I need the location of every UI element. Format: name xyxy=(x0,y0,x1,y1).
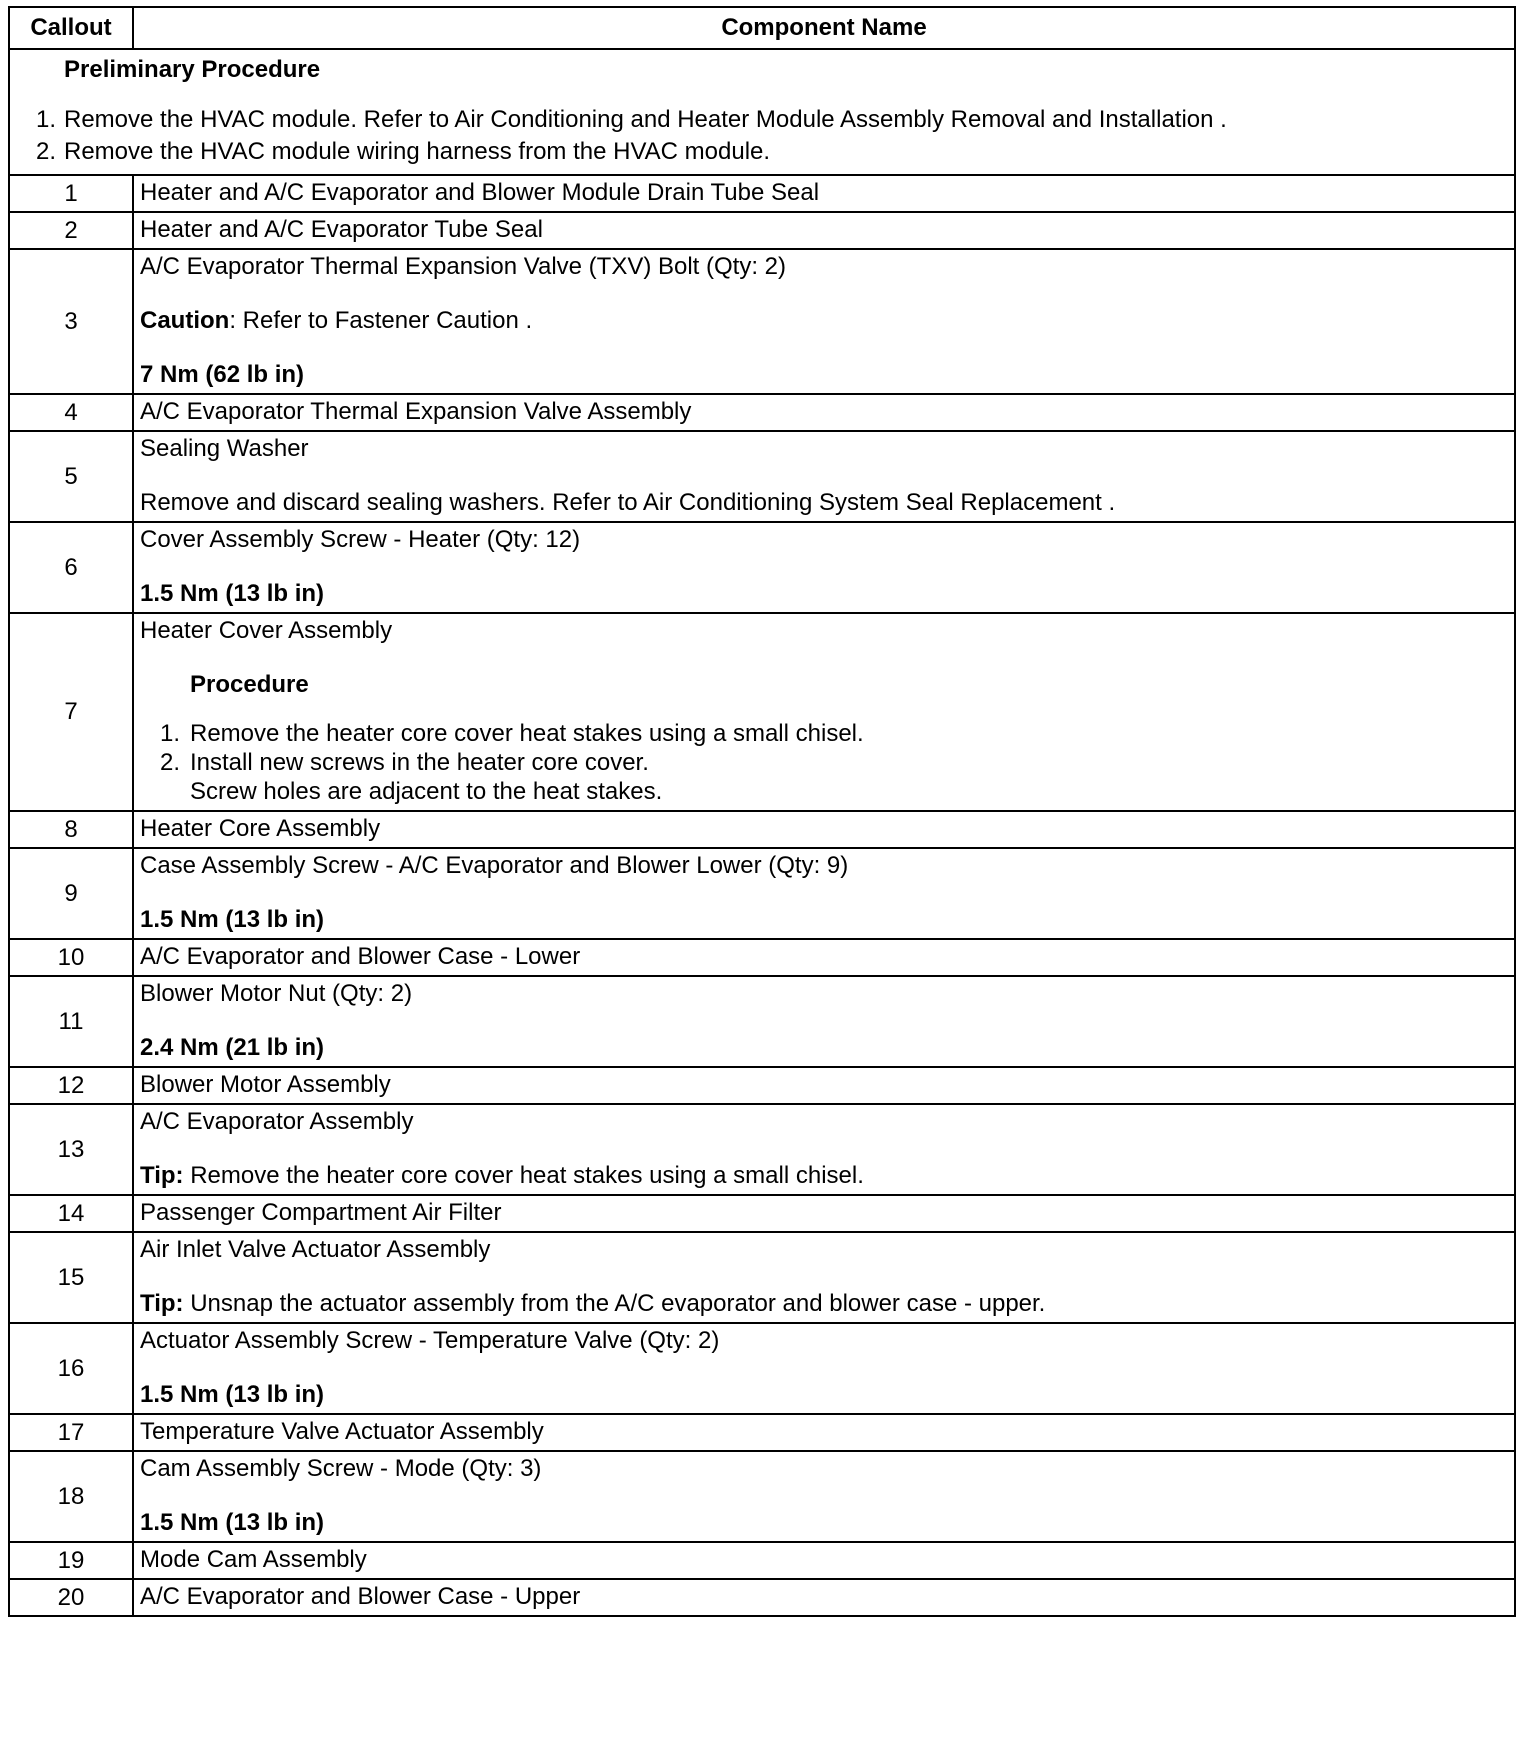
callout-number: 5 xyxy=(9,431,133,522)
table-row xyxy=(9,175,1515,212)
component-name: Heater Core Assembly xyxy=(133,811,1515,848)
procedure-block xyxy=(140,671,1506,806)
torque-spec: 1.5 Nm (13 lb in) xyxy=(140,1381,325,1408)
component-name: Blower Motor Assembly xyxy=(133,1067,1515,1104)
tip-label: Tip: xyxy=(140,1162,184,1189)
table-row xyxy=(9,811,1515,848)
procedure-title: Procedure xyxy=(190,671,309,698)
component-name-column-header: Component Name xyxy=(133,7,1515,49)
torque-spec: 1.5 Nm (13 lb in) xyxy=(140,580,325,607)
callout-number: 6 xyxy=(9,522,133,613)
table-row xyxy=(9,1542,1515,1579)
list-item: 2. Install new screws in the heater core cover. Screw holes are adjacent to the heat stakes. xyxy=(159,749,663,805)
list-item: 1. Remove the HVAC module. Refer to Air Conditioning and Heater Module Assembly Removal and Installation . xyxy=(35,106,1227,133)
list-item: 1. Remove the heater core cover heat stakes using a small chisel. xyxy=(159,720,864,747)
callout-number: 19 xyxy=(9,1542,133,1579)
procedure-note: Screw holes are adjacent to the heat stakes. xyxy=(190,778,663,805)
callout-number: 9 xyxy=(9,848,133,939)
callout-number: 3 xyxy=(9,249,133,394)
component-name: Passenger Compartment Air Filter xyxy=(133,1195,1515,1232)
component-name: Air Inlet Valve Actuator Assembly xyxy=(140,1236,491,1263)
table-row xyxy=(9,613,1515,811)
table-row xyxy=(9,1104,1515,1195)
callout-number: 2 xyxy=(9,212,133,249)
tip-label: Tip: xyxy=(140,1290,184,1317)
component-name: A/C Evaporator and Blower Case - Upper xyxy=(133,1579,1515,1616)
torque-spec: 2.4 Nm (21 lb in) xyxy=(140,1034,325,1061)
callout-number: 8 xyxy=(9,811,133,848)
table-row xyxy=(9,1579,1515,1616)
torque-spec: 7 Nm (62 lb in) xyxy=(140,361,305,388)
callout-number: 7 xyxy=(9,613,133,811)
table-row xyxy=(9,249,1515,394)
callout-number: 18 xyxy=(9,1451,133,1542)
component-name: Temperature Valve Actuator Assembly xyxy=(133,1414,1515,1451)
tip-text: Remove the heater core cover heat stakes using a small chisel. xyxy=(183,1162,864,1189)
procedure-steps xyxy=(140,719,1506,806)
component-name: A/C Evaporator Thermal Expansion Valve (TXV) Bolt (Qty: 2) xyxy=(140,253,787,280)
component-name: Mode Cam Assembly xyxy=(133,1542,1515,1579)
callout-number: 4 xyxy=(9,394,133,431)
component-name: Case Assembly Screw - A/C Evaporator and Blower Lower (Qty: 9) xyxy=(140,852,849,879)
caution-text: : Refer to Fastener Caution . xyxy=(229,307,533,334)
preliminary-procedure-row xyxy=(9,49,1515,175)
preliminary-procedure-title: Preliminary Procedure xyxy=(64,56,321,83)
tip-note xyxy=(140,1290,1506,1318)
callout-number: 15 xyxy=(9,1232,133,1323)
component-name: Heater and A/C Evaporator Tube Seal xyxy=(133,212,1515,249)
torque-spec: 1.5 Nm (13 lb in) xyxy=(140,1509,325,1536)
torque-spec: 1.5 Nm (13 lb in) xyxy=(140,906,325,933)
component-name: Cover Assembly Screw - Heater (Qty: 12) xyxy=(140,526,581,553)
table-row xyxy=(9,848,1515,939)
component-name: A/C Evaporator Assembly xyxy=(140,1108,414,1135)
component-name: Actuator Assembly Screw - Temperature Valve (Qty: 2) xyxy=(140,1327,720,1354)
callout-number: 12 xyxy=(9,1067,133,1104)
component-table xyxy=(8,6,1516,1617)
table-header-row xyxy=(9,7,1515,49)
list-item: 2. Remove the HVAC module wiring harness from the HVAC module. xyxy=(35,138,771,165)
tip-note xyxy=(140,1162,1506,1190)
callout-number: 16 xyxy=(9,1323,133,1414)
table-row xyxy=(9,939,1515,976)
table-row xyxy=(9,431,1515,522)
caution-label: Caution xyxy=(140,307,230,334)
table-row xyxy=(9,1451,1515,1542)
callout-number: 20 xyxy=(9,1579,133,1616)
preliminary-steps xyxy=(24,104,1506,168)
table-row xyxy=(9,1067,1515,1104)
component-name: Blower Motor Nut (Qty: 2) xyxy=(140,980,413,1007)
component-name: Cam Assembly Screw - Mode (Qty: 3) xyxy=(140,1455,542,1482)
table-row xyxy=(9,1323,1515,1414)
tip-text: Unsnap the actuator assembly from the A/C evaporator and blower case - upper. xyxy=(183,1290,1046,1317)
table-row xyxy=(9,522,1515,613)
table-row xyxy=(9,1232,1515,1323)
component-name: Heater Cover Assembly xyxy=(140,617,393,644)
table-row xyxy=(9,976,1515,1067)
component-name: Sealing Washer xyxy=(140,435,309,462)
callout-column-header: Callout xyxy=(9,7,133,49)
component-name: A/C Evaporator Thermal Expansion Valve Assembly xyxy=(133,394,1515,431)
table-row xyxy=(9,1414,1515,1451)
callout-number: 1 xyxy=(9,175,133,212)
caution-note xyxy=(140,307,1506,335)
callout-number: 11 xyxy=(9,976,133,1067)
table-row xyxy=(9,212,1515,249)
component-table-sheet xyxy=(8,6,1514,1617)
table-row xyxy=(9,1195,1515,1232)
component-note: Remove and discard sealing washers. Refer to Air Conditioning System Seal Replacement . xyxy=(140,489,1116,516)
component-name: A/C Evaporator and Blower Case - Lower xyxy=(133,939,1515,976)
component-name: Heater and A/C Evaporator and Blower Module Drain Tube Seal xyxy=(133,175,1515,212)
callout-number: 14 xyxy=(9,1195,133,1232)
callout-number: 10 xyxy=(9,939,133,976)
table-row xyxy=(9,394,1515,431)
callout-number: 17 xyxy=(9,1414,133,1451)
callout-number: 13 xyxy=(9,1104,133,1195)
